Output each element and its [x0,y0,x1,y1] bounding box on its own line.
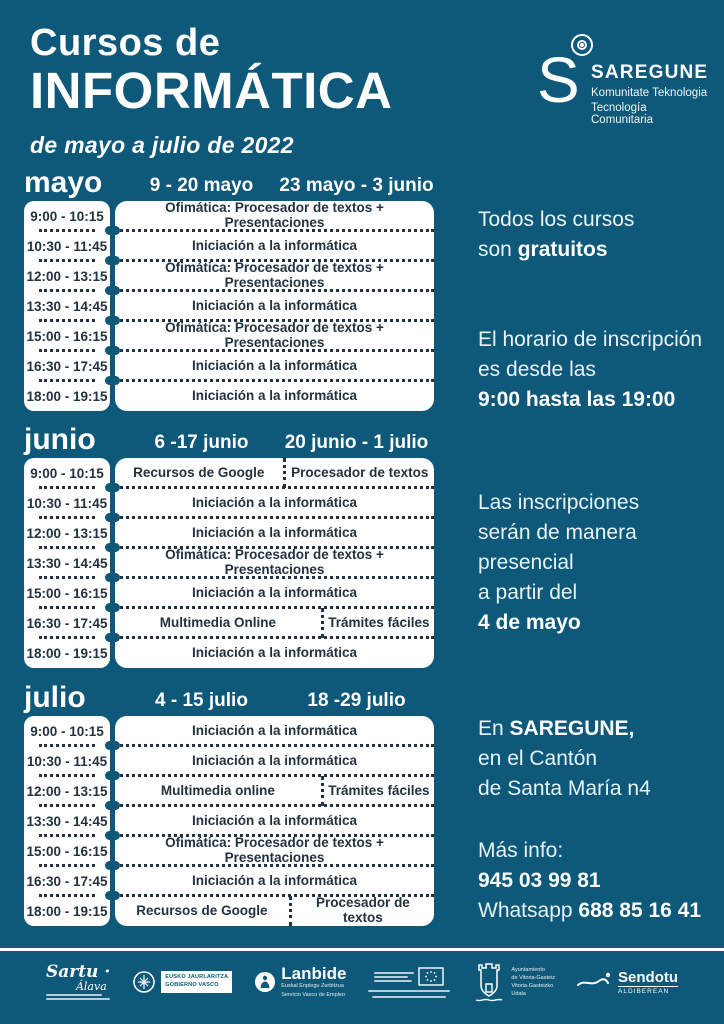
schedule-table [24,716,434,926]
month-title: junio [24,423,96,456]
schedule-row [115,638,434,668]
schedule-row [115,321,434,351]
month-title: julio [24,681,86,714]
sartu-region: Álava [75,980,107,993]
period-2-label: 18 -29 julio [307,690,406,711]
time-slot: 9:00 - 10:15 [30,208,104,224]
course-name: Multimedia online [160,782,275,798]
brand-tagline-basque: Komunitate Teknologia [591,87,708,99]
page-title [30,22,392,159]
course-name: Multimedia Online [159,614,277,630]
saregune-logo [537,34,707,124]
month-section-junio [24,425,434,668]
course-name: Iniciación a la informática [191,357,358,373]
time-slot: 15:00 - 16:15 [24,578,110,608]
sendotu-logo: Sendotu ALDIBEREAN [577,970,678,995]
course-name: Trámites fáciles [321,776,434,806]
schedule-row [115,291,434,321]
period-2-label: 20 junio - 1 julio [284,432,429,453]
period-1-label: 4 - 15 julio [155,690,248,711]
note-enrollment-hours: El horario de inscripción es desde las 9:00 hasta las 19:00 [478,328,703,411]
note-contact-info: Más info: 945 03 99 81 Whatsapp 688 85 16 41 [478,836,720,926]
course-name: Ofimática: Procesador de textos + Presentaciones [165,320,384,350]
time-slot: 13:30 - 14:45 [24,806,110,836]
schedule-table [24,458,434,668]
time-slot: 12:00 - 13:15 [24,518,110,548]
course-name: Iniciación a la informática [191,644,358,660]
course-name: Iniciación a la informática [191,524,358,540]
title-line-1: Cursos de [30,22,221,64]
course-name: Iniciación a la informática [191,494,358,510]
course-column [115,201,434,411]
course-column [115,716,434,926]
time-slot: 16:30 - 17:45 [24,351,110,381]
note-free-courses: Todos los cursos son gratuitos [478,208,635,261]
time-slot: 18:00 - 19:15 [24,896,110,926]
course-name: Iniciación a la informática [191,387,358,403]
time-slot: 15:00 - 16:15 [24,321,110,351]
schedule-row [115,578,434,608]
brand-name: SAREGUNE [591,62,709,83]
sartu-wordmark: Sartu · [45,962,111,982]
course-name: Iniciación a la informática [191,237,358,253]
time-slot: 15:00 - 16:15 [24,836,110,866]
whatsapp-number: Whatsapp 688 85 16 41 [478,899,702,922]
schedule-row [115,806,434,836]
schedule-row [115,518,434,548]
month-section-mayo [24,168,434,411]
schedule-row [115,896,434,926]
vitoria-gasteiz-logo: Ayuntamiento de Vitoria-Gasteiz Vitoria-Gasteizko Udala [472,960,555,1004]
schedule-row [115,261,434,291]
time-slot: 13:30 - 14:45 [24,291,110,321]
time-slot: 13:30 - 14:45 [24,548,110,578]
time-slot: 12:00 - 13:15 [24,776,110,806]
course-name: Ofimática: Procesador de textos + Presentaciones [165,835,384,865]
title-subtitle: de mayo a julio de 2022 [30,132,294,158]
course-name: Iniciación a la informática [191,752,358,768]
course-name: Procesador de textos [283,458,435,488]
time-slot: 16:30 - 17:45 [24,866,110,896]
course-name: Iniciación a la informática [191,297,358,313]
course-name: Procesador de textos [289,896,434,926]
schedule-row [115,201,434,231]
lanbide-logo: Lanbide Euskal Enplegu Zerbitzua Servicio Vasco de Empleo [254,965,346,999]
course-name: Iniciación a la informática [191,872,358,888]
course-column [115,458,434,668]
schedule-row [115,608,434,638]
course-name: Iniciación a la informática [191,584,358,600]
sponsor-logos [0,960,724,1004]
course-name: Ofimática: Procesador de textos + Presentaciones [165,201,384,230]
schedule-row [115,548,434,578]
course-name: Iniciación a la informática [191,812,358,828]
saregune-s-letter: S [537,44,580,116]
schedule-row [115,776,434,806]
sartu-alava-logo [46,964,110,1000]
period-1-label: 9 - 20 mayo [149,175,254,196]
course-name: Iniciación a la informática [191,722,358,738]
time-column [24,201,110,411]
schedule-row [115,231,434,261]
course-name: Trámites fáciles [321,608,434,638]
phone-number: 945 03 99 81 [478,869,601,892]
schedule-table [24,201,434,411]
time-column [24,458,110,668]
lanbide-person-icon [254,971,276,993]
month-title: mayo [24,166,103,199]
schedule-row [115,716,434,746]
schedule-row [115,488,434,518]
footer-divider [0,948,724,951]
note-enrollment-start: Las inscripciones serán de manera presencial a partir del 4 de mayo [478,491,640,634]
time-slot: 16:30 - 17:45 [24,608,110,638]
time-slot: 18:00 - 19:15 [24,638,110,668]
schedule-row [115,458,434,488]
time-slot: 18:00 - 19:15 [24,381,110,411]
basque-government-emblem-icon [132,970,156,994]
schedule-row [115,836,434,866]
eu-cofunding-logo [368,967,450,998]
schedule-row [115,351,434,381]
title-line-2: INFORMÁTICA [30,62,393,119]
note-location: En SAREGUNE, en el Cantón de Santa María n4 [478,717,651,800]
spiral-icon [571,34,593,56]
time-slot: 9:00 - 10:15 [30,465,104,481]
period-2-label: 23 mayo - 3 junio [279,175,434,196]
period-1-label: 6 -17 junio [154,432,249,453]
course-name: Ofimática: Procesador de textos + Presentaciones [165,260,384,290]
brand-tagline-spanish: Tecnología Comunitaria [591,102,653,126]
vitoria-crest-icon [472,960,506,1004]
schedule-row [115,746,434,776]
month-section-julio [24,683,434,926]
time-slot: 9:00 - 10:15 [30,723,104,739]
time-slot: 10:30 - 11:45 [24,231,110,261]
time-slot: 12:00 - 13:15 [24,261,110,291]
time-slot: 10:30 - 11:45 [24,488,110,518]
sendotu-swoosh-icon [577,971,613,993]
time-column [24,716,110,926]
eu-flag-icon [418,967,444,986]
basque-government-logo: EUSKO JAURLARITZA GOBIERNO VASCO [132,970,232,994]
course-name: Recursos de Google [133,464,265,480]
course-name: Recursos de Google [136,902,268,918]
schedule-row [115,866,434,896]
course-name: Ofimática: Procesador de textos + Presentaciones [165,547,384,577]
schedule-row [115,381,434,411]
time-slot: 10:30 - 11:45 [24,746,110,776]
